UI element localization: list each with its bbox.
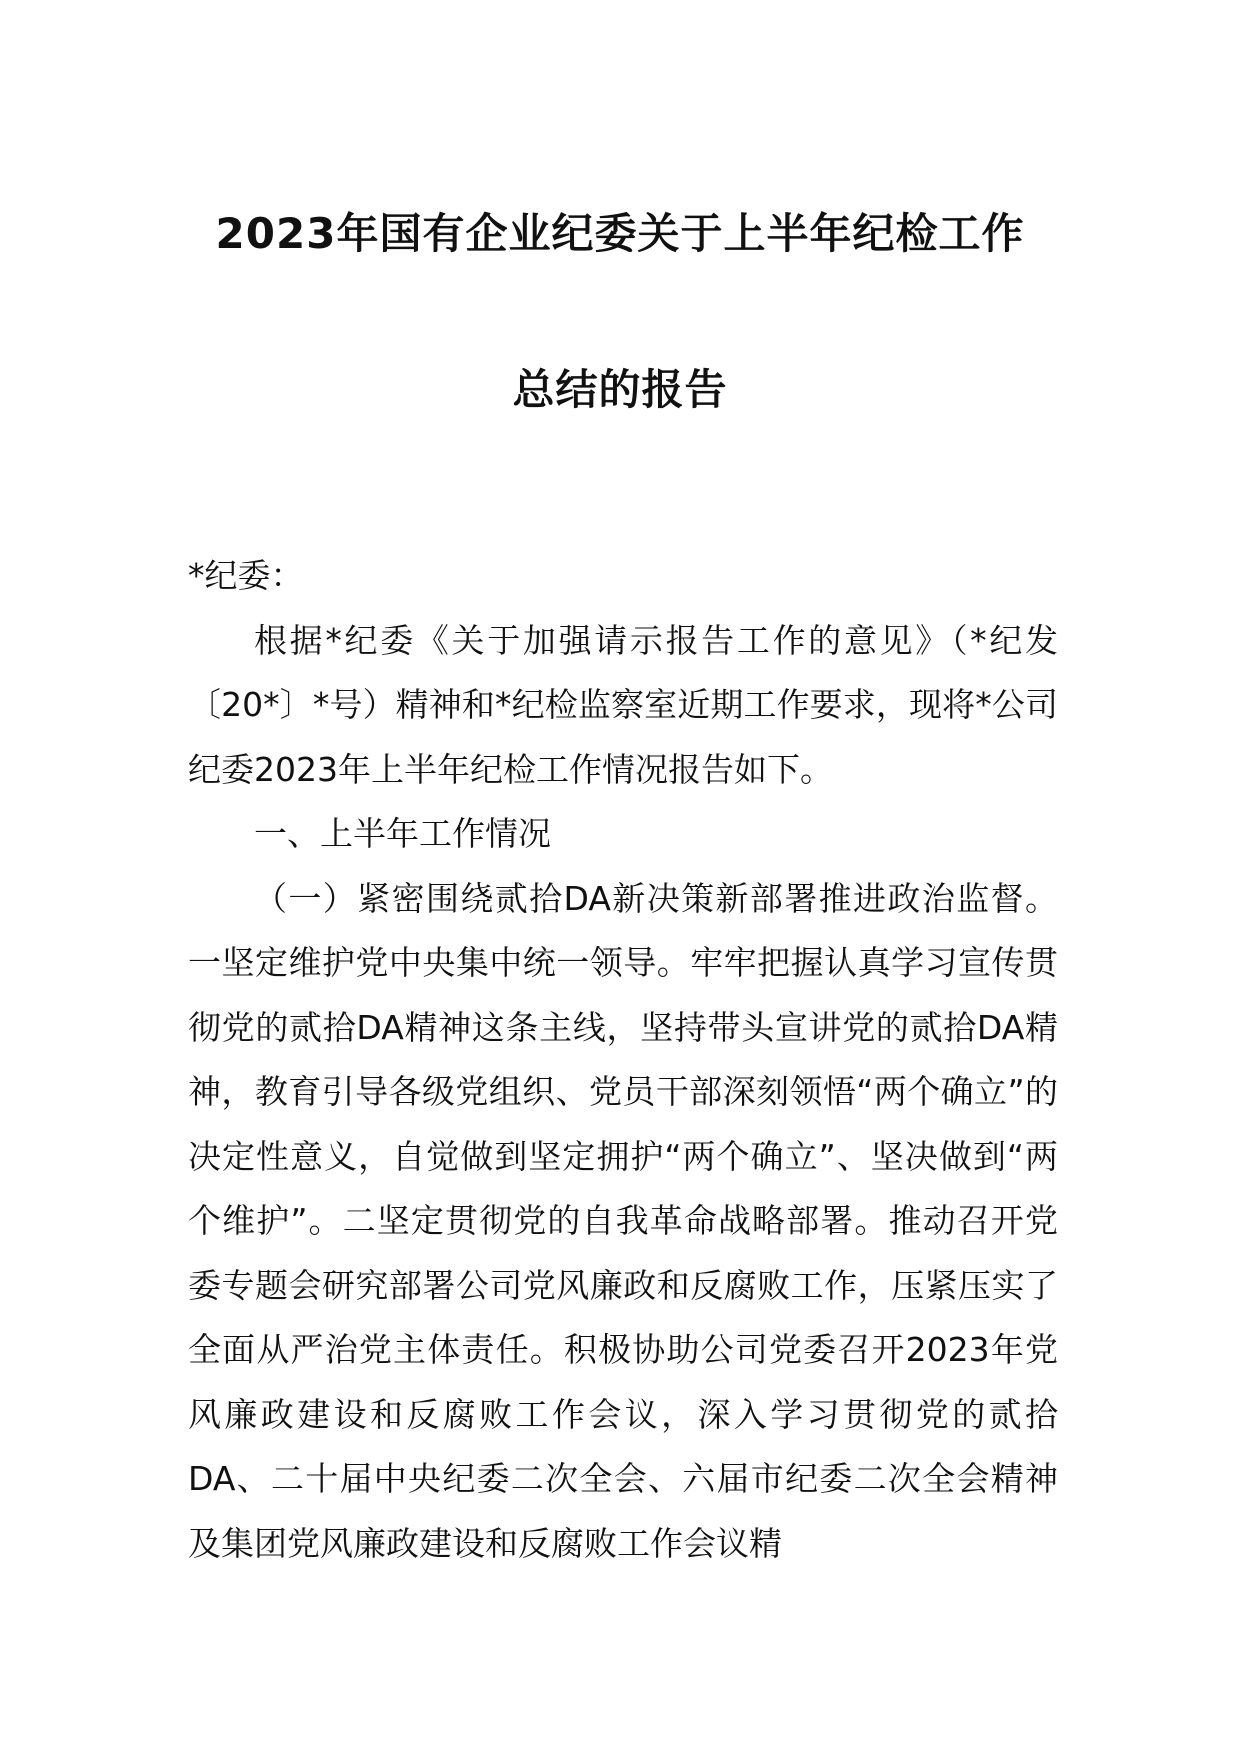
document-body xyxy=(188,544,1058,1576)
paragraph-intro: 根据*纪委《关于加强请示报告工作的意见》（*纪发〔20*〕*号）精神和*纪检监察室近期工作要求，现将*公司纪委2023年上半年纪检工作情况报告如下。 xyxy=(188,620,1058,789)
document-title-line-2: 总结的报告 xyxy=(512,365,728,414)
section-heading: 一、上半年工作情况 xyxy=(254,814,551,853)
salutation: *纪委： xyxy=(188,556,304,595)
document-title-line-1: 2023年国有企业纪委关于上半年纪检工作 xyxy=(215,209,1025,258)
paragraph-political-supervision: （一）紧密围绕贰拾DA新决策新部署推进政治监督。一坚定维护党中央集中统一领导。牢牢把握认真学习宣传贯彻党的贰拾DA精神这条主线，坚持带头宣讲党的贰拾DA精神，教育引导各级党组织、党员干部深刻领悟“两个确立”的决定性意义，自觉做到坚定拥护“两个确立”、坚决做到“两个维护”。二坚定贯彻党的自我革命战略部署。推动召开党委专题会研究部署公司党风廉政和反腐败工作，压紧压实了全面从严治党主体责任。积极协助公司党委召开2023年党风廉政建设和反腐败工作会议，深入学习贯彻党的贰拾DA、二十届中央纪委二次全会、六届市纪委二次全会精神及集团党风廉政建设和反腐败工作会议精 xyxy=(188,878,1058,1563)
